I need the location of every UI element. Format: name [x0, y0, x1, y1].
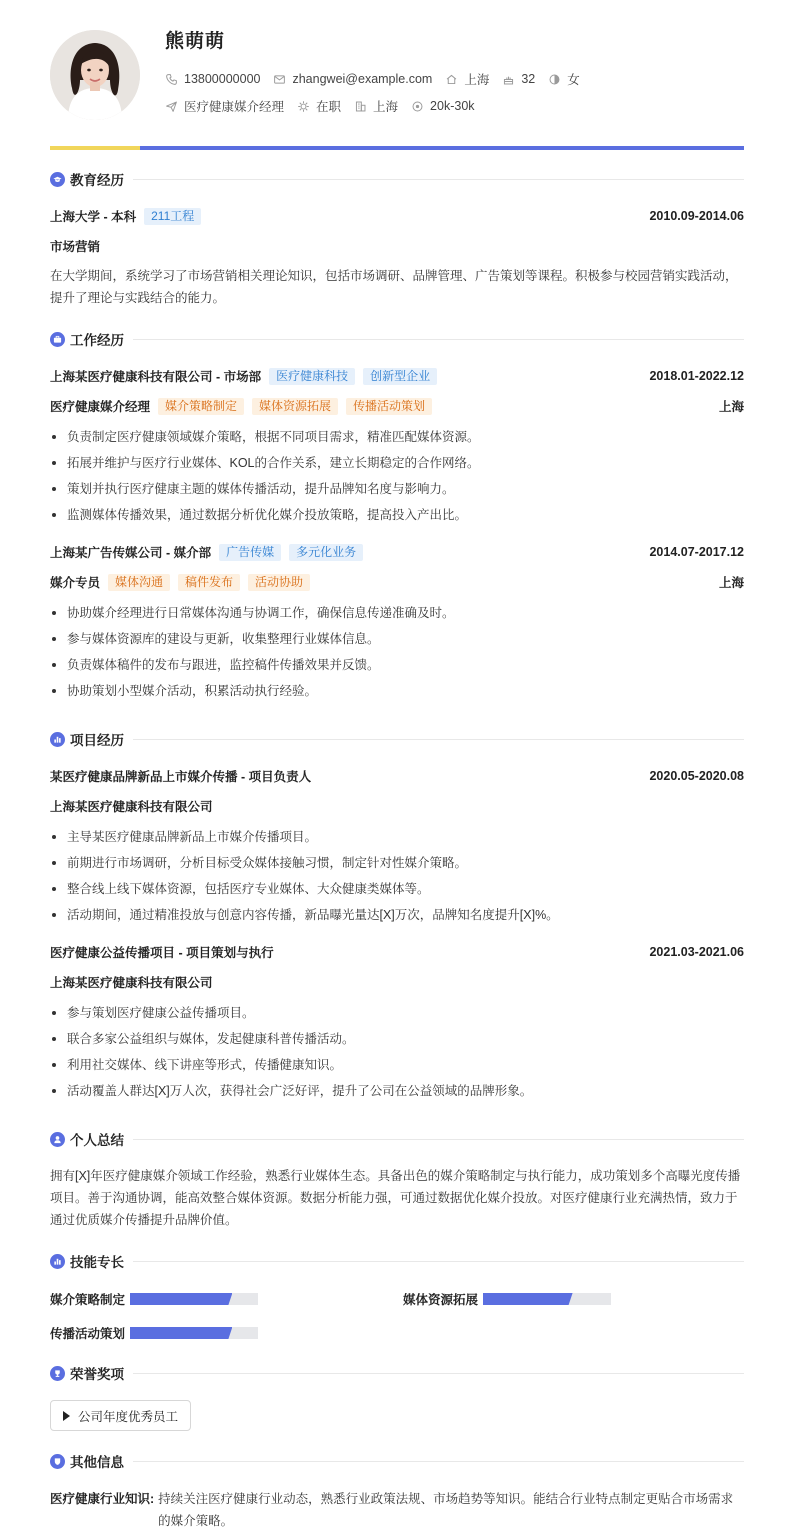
resume-header [50, 30, 744, 120]
bar-chart-icon [50, 732, 65, 747]
education-header [50, 207, 744, 225]
other-info-text: 持续关注医疗健康行业动态，熟悉行业政策法规、市场趋势等知识。能结合行业特点制定更贴合市场需求的媒介策略。 [158, 1492, 734, 1528]
skill-name: 媒体资源拓展 [403, 1293, 479, 1307]
list-item: 参与策划医疗健康公益传播项目。 [50, 1002, 744, 1028]
salary-item [411, 99, 474, 113]
work-role-row [50, 397, 744, 415]
skill-level-fill [130, 1293, 232, 1305]
work-date: 2018.01-2022.12 [649, 369, 744, 383]
section-summary [50, 1130, 744, 1148]
skill-tag: 稿件发布 [178, 574, 240, 591]
project-org: 上海某医疗健康科技有限公司 [50, 976, 213, 990]
company-tag: 多元化业务 [289, 544, 363, 561]
phone-text: 13800000000 [184, 72, 261, 86]
avatar [50, 30, 140, 120]
skill-name: 媒介策略制定 [50, 1293, 126, 1307]
mail-icon [273, 73, 286, 86]
home-icon [445, 73, 458, 86]
project-bullets [50, 826, 744, 930]
briefcase-icon [50, 332, 65, 347]
skill-level-fill [483, 1293, 573, 1305]
section-title: 工作经历 [70, 333, 124, 348]
award-item[interactable] [50, 1400, 191, 1431]
section-title: 教育经历 [70, 173, 124, 188]
section-skills [50, 1252, 744, 1270]
company-name: 上海某医疗健康科技有限公司 - 市场部 [50, 370, 262, 384]
section-education [50, 170, 744, 188]
list-item: 利用社交媒体、线下讲座等形式，传播健康知识。 [50, 1054, 744, 1080]
skills-chart-icon [50, 1254, 65, 1269]
skill-level-fill [130, 1327, 232, 1339]
job-intent-row [165, 98, 488, 114]
skill-tag: 媒介策略制定 [158, 398, 244, 415]
age-item [502, 72, 535, 86]
list-item: 负责媒体稿件的发布与跟进，监控稿件传播效果并反馈。 [50, 654, 744, 680]
company-tag: 广告传媒 [219, 544, 281, 561]
work-header [50, 367, 744, 385]
status-item [297, 97, 341, 115]
list-item: 主导某医疗健康品牌新品上市媒介传播项目。 [50, 826, 744, 852]
work-header [50, 543, 744, 561]
project-org-row [50, 973, 744, 991]
section-title: 项目经历 [70, 733, 124, 748]
skill-item [50, 1326, 258, 1340]
company-name: 上海某广告传媒公司 - 媒介部 [50, 546, 212, 560]
skill-tag: 媒体沟通 [108, 574, 170, 591]
school-name: 上海大学 - 本科 [50, 210, 137, 224]
city-text: 上海 [464, 73, 490, 87]
section-awards [50, 1364, 744, 1382]
gender-text: 女 [567, 73, 580, 87]
project-name: 医疗健康公益传播项目 - 项目策划与执行 [50, 946, 274, 960]
list-item: 协助媒介经理进行日常媒体沟通与协调工作，确保信息传递准确及时。 [50, 602, 744, 628]
skill-tag: 媒体资源拓展 [252, 398, 338, 415]
age-text: 32 [521, 72, 536, 86]
work-date: 2014.07-2017.12 [649, 545, 744, 559]
list-item: 策划并执行医疗健康主题的媒体传播活动，提升品牌知名度与影响力。 [50, 478, 744, 504]
gender-icon [548, 73, 561, 86]
list-item: 负责制定医疗健康领域媒介策略，根据不同项目需求，精准匹配媒体资源。 [50, 426, 744, 452]
work-role-row [50, 573, 744, 591]
status-text: 在职 [316, 100, 342, 114]
job-title: 媒介专员 [50, 576, 101, 590]
info-icon [50, 1454, 65, 1469]
list-item: 活动期间，通过精准投放与创意内容传播，新品曝光量达[X]万次，品牌知名度提升[X]%。 [50, 904, 744, 930]
list-item: 监测媒体传播效果，通过数据分析优化媒介投放策略，提高投入产出比。 [50, 504, 744, 530]
project-header [50, 767, 744, 785]
school-tag: 211工程 [144, 208, 201, 225]
education-major-row [50, 237, 744, 255]
list-item: 前期进行市场调研，分析目标受众媒体接触习惯，制定针对性媒介策略。 [50, 852, 744, 878]
building-icon [354, 100, 367, 113]
project-name: 某医疗健康品牌新品上市媒介传播 - 项目负责人 [50, 770, 312, 784]
target-city-item [354, 97, 398, 115]
email-text: zhangwei@example.com [292, 72, 433, 86]
list-item: 整合线上线下媒体资源，包括医疗专业媒体、大众健康类媒体等。 [50, 878, 744, 904]
position-item [165, 97, 284, 115]
education-description: 在大学期间，系统学习了市场营销相关理论知识，包括市场调研、品牌管理、广告策划等课程。积极参与校园营销实践活动，提升了理论与实践结合的能力。 [50, 269, 738, 305]
send-icon [165, 100, 178, 113]
section-title: 个人总结 [70, 1133, 124, 1148]
skill-item [403, 1292, 611, 1306]
skill-name: 传播活动策划 [50, 1327, 126, 1341]
salary-icon [411, 100, 424, 113]
graduation-cap-icon [50, 172, 65, 187]
section-other [50, 1452, 744, 1470]
list-item: 拓展并维护与医疗行业媒体、KOL的合作关系，建立长期稳定的合作网络。 [50, 452, 744, 478]
work-location: 上海 [718, 576, 744, 590]
user-icon [50, 1132, 65, 1147]
salary-text: 20k-30k [430, 99, 475, 113]
section-title: 荣誉奖项 [70, 1367, 124, 1382]
list-item: 活动覆盖人群达[X]万人次，获得社会广泛好评，提升了公司在公益领域的品牌形象。 [50, 1080, 744, 1106]
target-city-text: 上海 [373, 100, 399, 114]
list-item: 联合多家公益组织与媒体，发起健康科普传播活动。 [50, 1028, 744, 1054]
skill-item [50, 1292, 258, 1306]
skill-level-bar [483, 1293, 611, 1305]
play-arrow-icon [63, 1411, 70, 1421]
work-location: 上海 [718, 400, 744, 414]
list-item: 协助策划小型媒介活动，积累活动执行经验。 [50, 680, 744, 706]
education-date: 2010.09-2014.06 [649, 209, 744, 223]
candidate-name: 熊萌萌 [165, 31, 226, 52]
project-date: 2020.05-2020.08 [649, 769, 744, 783]
contact-row [165, 71, 593, 87]
skill-tag: 活动协助 [248, 574, 310, 591]
phone-icon [165, 73, 178, 86]
project-bullets [50, 1002, 744, 1106]
job-title: 医疗健康媒介经理 [50, 400, 151, 414]
company-tag: 创新型企业 [363, 368, 437, 385]
section-title: 技能专长 [70, 1255, 124, 1270]
section-projects [50, 730, 744, 748]
project-org-row [50, 797, 744, 815]
header-divider [50, 146, 744, 150]
work-bullets [50, 426, 744, 530]
summary-text: 拥有[X]年医疗健康媒介领域工作经验，熟悉行业媒体生态。具备出色的媒介策略制定与执行能力，成功策划多个高曝光度传播项目。善于沟通协调，能高效整合媒体资源。数据分析能力强，可通过数据优化媒介投放。对医疗健康行业充满热情，致力于通过优质媒介传播提升品牌价值。 [50, 1169, 741, 1227]
resume-page [50, 0, 744, 1540]
position-text: 医疗健康媒介经理 [184, 100, 285, 114]
skill-level-bar [130, 1293, 258, 1305]
email-item [273, 72, 432, 86]
cake-icon [502, 73, 515, 86]
company-tag: 医疗健康科技 [269, 368, 355, 385]
status-gear-icon [297, 100, 310, 113]
gender-item [548, 70, 580, 88]
list-item: 参与媒体资源库的建设与更新，收集整理行业媒体信息。 [50, 628, 744, 654]
other-info-item [50, 1488, 744, 1532]
work-bullets [50, 602, 744, 706]
major: 市场营销 [50, 240, 101, 254]
project-header [50, 943, 744, 961]
skill-tag: 传播活动策划 [346, 398, 432, 415]
section-work [50, 330, 744, 348]
city-item [445, 70, 489, 88]
award-name: 公司年度优秀员工 [78, 1409, 179, 1424]
phone-item [165, 72, 260, 86]
project-date: 2021.03-2021.06 [649, 945, 744, 959]
section-title: 其他信息 [70, 1455, 124, 1470]
skill-level-bar [130, 1327, 258, 1339]
trophy-icon [50, 1366, 65, 1381]
project-org: 上海某医疗健康科技有限公司 [50, 800, 213, 814]
other-info-label: 医疗健康行业知识: [50, 1492, 155, 1506]
